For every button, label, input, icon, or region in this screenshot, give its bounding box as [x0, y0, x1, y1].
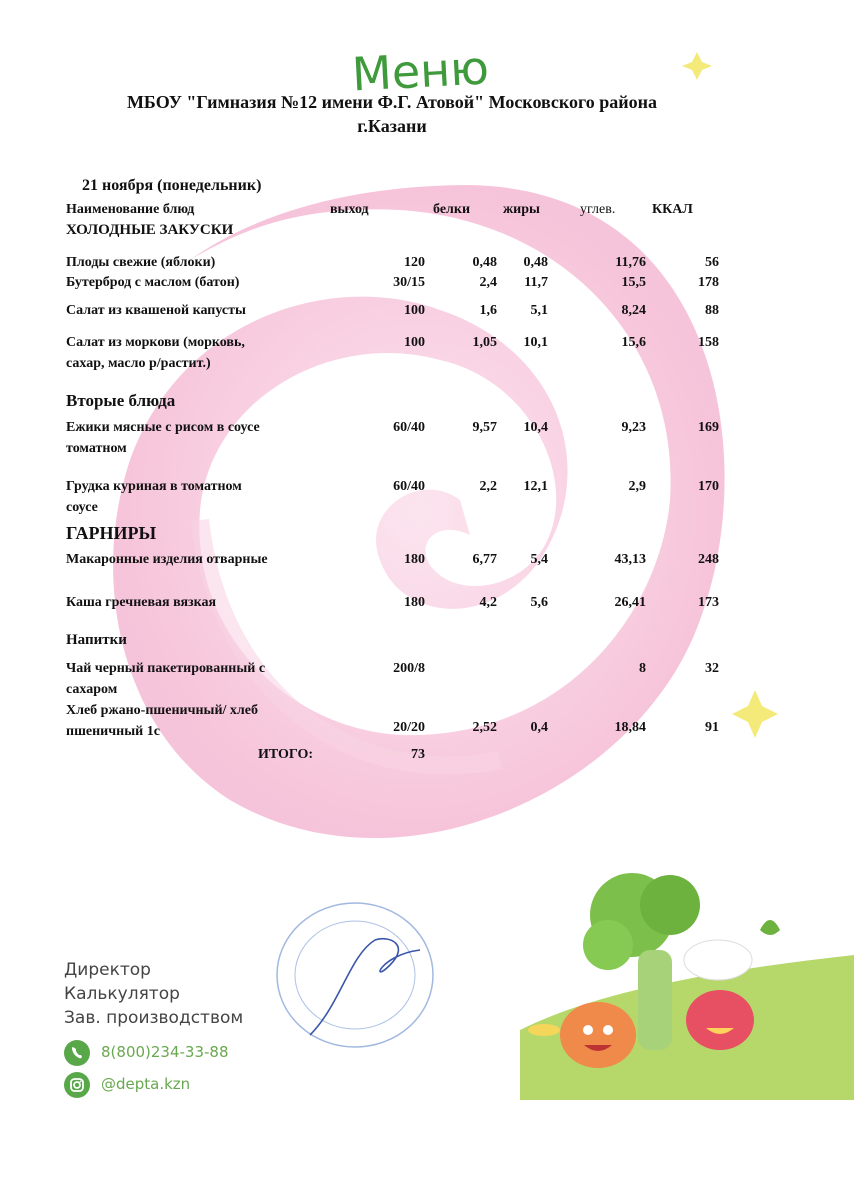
- dish-kcal: 91: [705, 720, 719, 735]
- director-label: Директор: [64, 960, 151, 980]
- col-output: выход: [330, 202, 369, 217]
- dish-fat: 5,1: [530, 303, 548, 318]
- dish-protein: 9,57: [472, 420, 497, 435]
- dish-protein: 2,4: [479, 275, 497, 290]
- table-row: [0, 420, 854, 462]
- dish-fat: 5,4: [530, 552, 548, 567]
- dish-kcal: 170: [698, 479, 719, 494]
- calculator-label: Калькулятор: [64, 984, 180, 1004]
- dish-protein: 4,2: [479, 595, 497, 610]
- dish-kcal: 173: [698, 595, 719, 610]
- dish-carbs: 15,6: [621, 335, 646, 350]
- dish-protein: 6,77: [472, 552, 497, 567]
- table-row: [0, 303, 854, 323]
- dish-name: Каша гречневая вязкая: [66, 595, 217, 610]
- dish-kcal: 32: [705, 661, 719, 676]
- dish-kcal: 248: [698, 552, 719, 567]
- section-cold: ХОЛОДНЫЕ ЗАКУСКИ: [66, 222, 234, 238]
- dish-carbs: 8,24: [621, 303, 646, 318]
- dish-name: Грудка куриная в томатном: [66, 479, 242, 494]
- dish-name-cont: сахаром: [66, 682, 118, 697]
- dish-kcal: 56: [705, 255, 719, 270]
- dish-name: Чай черный пакетированный с: [66, 661, 266, 676]
- dish-fat: 5,6: [530, 595, 548, 610]
- table-row: [0, 335, 854, 377]
- dish-carbs: 15,5: [621, 275, 646, 290]
- dish-name: Ежики мясные с рисом в соусе: [66, 420, 260, 435]
- dish-protein: 1,6: [479, 303, 497, 318]
- total-label: ИТОГО:: [258, 747, 314, 762]
- dish-fat: 11,7: [524, 275, 548, 290]
- dish-name: Салат из моркови (морковь,: [66, 335, 245, 350]
- dish-fat: 12,1: [523, 479, 548, 494]
- production-label: Зав. производством: [64, 1008, 244, 1028]
- dish-carbs: 43,13: [614, 552, 646, 567]
- dish-output: 30/15: [393, 275, 425, 290]
- table-row: [0, 255, 854, 275]
- section-second: Вторые блюда: [66, 391, 176, 410]
- total-value: 73: [411, 747, 425, 762]
- table-row: [0, 479, 854, 521]
- table-row: [0, 703, 854, 745]
- footer-signatures: [64, 960, 243, 1032]
- instagram-handle[interactable]: @depta.kzn: [101, 1075, 191, 1093]
- dish-fat: 10,4: [523, 420, 548, 435]
- menu-logo: Меню: [350, 40, 491, 102]
- dish-protein: 1,05: [472, 335, 497, 350]
- contact-phone[interactable]: [64, 1040, 264, 1066]
- dish-carbs: 11,76: [615, 255, 646, 270]
- phone-icon: [64, 1040, 90, 1066]
- vegetables-illustration: [520, 860, 854, 1100]
- dish-fat: 10,1: [523, 335, 548, 350]
- dish-carbs: 2,9: [628, 479, 646, 494]
- col-protein: белки: [433, 202, 471, 217]
- dish-protein: 2,2: [479, 479, 497, 494]
- col-fat: жиры: [503, 202, 540, 217]
- dish-output: 20/20: [393, 720, 425, 735]
- col-kcal: ККАЛ: [652, 202, 693, 217]
- dish-name-cont: сахар, масло р/растит.): [66, 356, 211, 371]
- dish-kcal: 158: [698, 335, 719, 350]
- dish-name: Хлеб ржано-пшеничный/ хлеб: [66, 703, 258, 718]
- total-row: [0, 747, 854, 767]
- dish-carbs: 9,23: [621, 420, 646, 435]
- section-drinks: Напитки: [66, 632, 127, 648]
- phone-number[interactable]: 8(800)234-33-88: [101, 1043, 229, 1061]
- dish-carbs: 18,84: [614, 720, 646, 735]
- dish-output: 120: [404, 255, 425, 270]
- page-title: МБОУ "Гимназия №12 имени Ф.Г. Атовой" Московского района: [126, 92, 658, 112]
- dish-fat: 0,48: [523, 255, 548, 270]
- dish-output: 60/40: [393, 479, 425, 494]
- page-subtitle: г.Казани: [357, 116, 427, 136]
- dish-name: Бутерброд с маслом (батон): [66, 275, 240, 290]
- dish-output: 180: [404, 552, 425, 567]
- dish-protein: 0,48: [472, 255, 497, 270]
- dish-kcal: 169: [698, 420, 719, 435]
- section-sides: ГАРНИРЫ: [66, 523, 157, 543]
- contact-instagram[interactable]: [64, 1072, 264, 1098]
- official-stamp: [270, 895, 440, 1055]
- table-row: [0, 661, 854, 703]
- dish-fat: 0,4: [530, 720, 548, 735]
- dish-kcal: 88: [705, 303, 719, 318]
- col-name: Наименование блюд: [66, 202, 195, 217]
- dish-kcal: 178: [698, 275, 719, 290]
- dish-output: 200/8: [393, 661, 425, 676]
- dish-output: 180: [404, 595, 425, 610]
- dish-output: 100: [404, 303, 425, 318]
- dish-output: 60/40: [393, 420, 425, 435]
- dish-protein: 2,52: [472, 720, 497, 735]
- dish-name: Салат из квашеной капусты: [66, 303, 246, 318]
- table-row: [0, 552, 854, 572]
- col-carbs: углев.: [580, 202, 616, 217]
- dish-name: Плоды свежие (яблоки): [66, 255, 216, 270]
- dish-carbs: 26,41: [614, 595, 646, 610]
- dish-name-cont: соусе: [66, 500, 98, 515]
- dish-name-cont: пшеничный 1с: [66, 724, 160, 739]
- dish-name: Макаронные изделия отварные: [66, 552, 268, 567]
- dish-carbs: 8: [639, 661, 646, 676]
- table-row: [0, 595, 854, 615]
- dish-name-cont: томатном: [66, 441, 127, 456]
- menu-date: 21 ноября (понедельник): [82, 177, 262, 194]
- instagram-icon: [64, 1072, 90, 1098]
- table-row: [0, 275, 854, 295]
- dish-output: 100: [404, 335, 425, 350]
